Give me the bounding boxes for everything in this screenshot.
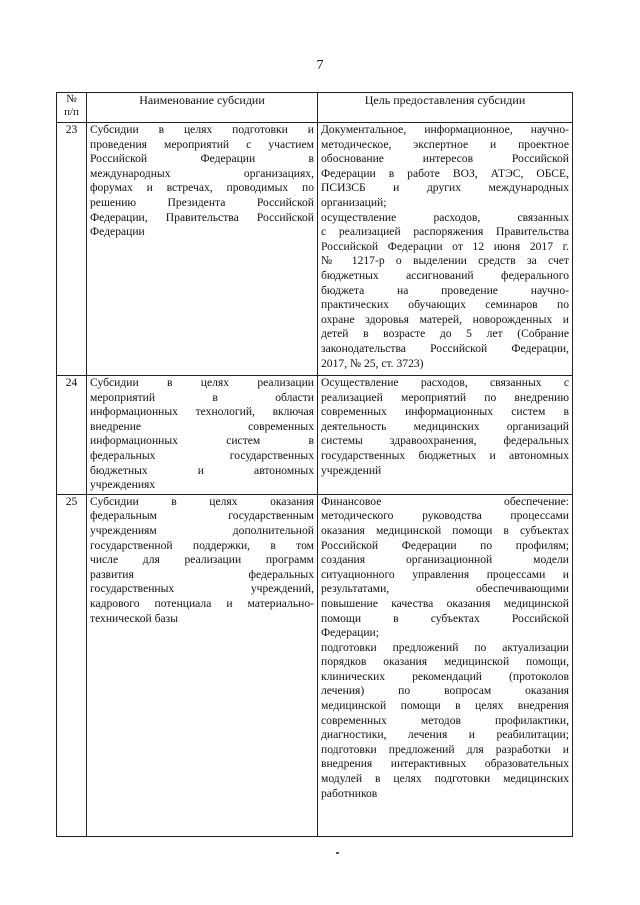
subsidy-goal-cell-line: работников bbox=[321, 786, 378, 800]
subsidy-goal-cell-line: Федерации в работе ВОЗ, АТЭС, ОБСЕ, bbox=[321, 166, 569, 180]
subsidy-name-cell-line: форумах и встречах, проводимых по bbox=[90, 181, 314, 195]
subsidy-goal-cell-line: клинических рекомендаций (протоколов bbox=[321, 669, 569, 683]
subsidy-goal-cell-line: Российской Федерации от 12 июня 2017 г. bbox=[321, 239, 569, 253]
subsidy-goal-cell-line: лечения) по вопросам оказания bbox=[321, 684, 569, 698]
header-subsidy-name: Наименование субсидии bbox=[87, 93, 318, 123]
subsidy-goal-cell-line: системы здравоохранения, федеральных bbox=[321, 434, 569, 448]
subsidy-name-cell-line: внедрение современных bbox=[90, 419, 314, 433]
subsidy-name-cell bbox=[87, 123, 318, 376]
subsidy-goal-cell-line: современных информационных систем в bbox=[321, 405, 569, 419]
header-subsidy-goal: Цель предоставления субсидии bbox=[318, 93, 573, 123]
subsidy-goal-cell bbox=[318, 123, 573, 376]
subsidy-goal-cell-line: методического руководства процессами bbox=[321, 509, 569, 523]
subsidy-goal-cell-line: деятельность медицинских организаций bbox=[321, 419, 569, 433]
subsidy-goal-cell-line: 2017, № 25, ст. 3723) bbox=[321, 356, 424, 370]
subsidy-goal-cell-line: результатами, обеспечивающими bbox=[321, 582, 569, 596]
subsidy-goal-cell-line: Федерации; bbox=[321, 626, 379, 640]
subsidy-name-cell-line: государственной поддержки, в том bbox=[90, 538, 314, 552]
row-number: 25 bbox=[57, 494, 87, 836]
subsidy-goal-cell-line: законодательства Российской Федерации, bbox=[321, 341, 569, 355]
subsidy-name-cell-line: проведения мероприятий с участием bbox=[90, 137, 314, 151]
header-number-abbrev: п/п bbox=[64, 106, 79, 118]
subsidy-goal-cell-line: обоснование интересов Российской bbox=[321, 152, 569, 166]
subsidy-goal-cell-line: порядков оказания медицинской помощи, bbox=[321, 655, 569, 669]
subsidy-name-cell-line: Федерации, Правительства Российской bbox=[90, 210, 314, 224]
scan-speck bbox=[336, 852, 339, 854]
subsidy-name-cell-line: учреждениям дополнительной bbox=[90, 523, 314, 537]
subsidy-name-cell-line: международных организациях, bbox=[90, 166, 314, 180]
subsidy-name-cell bbox=[87, 494, 318, 836]
subsidy-name-cell-line: кадрового потенциала и материально- bbox=[90, 596, 314, 610]
subsidy-name-cell-line: государственных учреждений, bbox=[90, 582, 314, 596]
subsidy-goal-cell-line: бюджета на проведение научно- bbox=[321, 283, 569, 297]
table-row bbox=[57, 494, 573, 836]
subsidy-goal-cell-line: организаций; bbox=[321, 195, 387, 209]
row-number: 24 bbox=[57, 376, 87, 495]
subsidy-goal-cell-line: подготовки предложений для разработки и bbox=[321, 742, 569, 756]
subsidy-name-cell-line: информационных технологий, включая bbox=[90, 405, 314, 419]
subsidy-goal-cell-line: диагностики, лечения и реабилитации; bbox=[321, 728, 569, 742]
subsidy-name-cell-line: Федерации bbox=[90, 225, 145, 239]
table-row bbox=[57, 376, 573, 495]
subsidy-goal-cell-line: практических обучающих семинаров по bbox=[321, 298, 569, 312]
subsidy-name-cell-line: бюджетных и автономных bbox=[90, 463, 314, 477]
subsidy-name-cell-line: технической базы bbox=[90, 611, 179, 625]
subsidy-goal-cell-line: учреждений bbox=[321, 463, 382, 477]
subsidy-goal-cell-line: бюджетных ассигнований федерального bbox=[321, 268, 569, 282]
subsidy-goal-cell-line: Финансовое обеспечение: bbox=[321, 494, 569, 508]
subsidy-name-cell-line: Субсидии в целях подготовки и bbox=[90, 123, 314, 136]
subsidy-goal-cell-line: охране здоровья матерей, новорожденных и bbox=[321, 312, 569, 326]
subsidy-name-cell-line: Российской Федерации в bbox=[90, 152, 314, 166]
table-header-row bbox=[57, 93, 573, 123]
subsidy-goal-cell-line: с реализацией распоряжения Правительства bbox=[321, 225, 569, 239]
subsidy-goal-cell-line: детей в возрасте до 5 лет (Собрание bbox=[321, 327, 569, 341]
subsidy-goal-cell-line: ПСИЗСБ и других международных bbox=[321, 181, 569, 195]
subsidy-name-cell-line: федеральных государственных bbox=[90, 448, 314, 462]
header-number bbox=[57, 93, 87, 123]
subsidy-name-cell-line: Субсидии в целях реализации bbox=[90, 376, 314, 389]
subsidy-goal-cell-line: государственных бюджетных и автономных bbox=[321, 448, 569, 462]
subsidy-goal-cell-line: модулей в целях подготовки медицинских bbox=[321, 772, 569, 786]
subsidy-goal-cell-line: Российской Федерации по профилям; bbox=[321, 538, 569, 552]
row-number: 23 bbox=[57, 123, 87, 376]
subsidy-goal-cell-line: ситуационного управления процессами и bbox=[321, 567, 569, 581]
subsidy-goal-cell-line: подготовки предложений по актуализации bbox=[321, 640, 569, 654]
subsidy-name-cell-line: информационных систем в bbox=[90, 434, 314, 448]
subsidy-goal-cell-line: помощи в субъектах Российской bbox=[321, 611, 569, 625]
subsidy-goal-cell-line: Осуществление расходов, связанных с bbox=[321, 376, 569, 389]
subsidy-goal-cell-line: современных методов профилактики, bbox=[321, 713, 569, 727]
subsidy-goal-cell-line: внедрения интерактивных образовательных bbox=[321, 757, 569, 771]
subsidy-goal-cell-line: создания организационной модели bbox=[321, 553, 569, 567]
subsidy-name-cell-line: федеральным государственным bbox=[90, 509, 314, 523]
subsidy-goal-cell-line: Документальное, информационное, научно- bbox=[321, 123, 569, 136]
subsidy-goal-cell-line: методическое, экспертное и проектное bbox=[321, 137, 569, 151]
subsidy-name-cell-line: числе для реализации программ bbox=[90, 553, 314, 567]
subsidy-name-cell-line: Субсидии в целях оказания bbox=[90, 494, 314, 508]
subsidy-name-cell-line: мероприятий в области bbox=[90, 390, 314, 404]
subsidy-goal-cell-line: № 1217-р о выделении средств за счет bbox=[321, 254, 569, 268]
subsidy-goal-cell-line: осуществление расходов, связанных bbox=[321, 210, 569, 224]
subsidies-table bbox=[56, 92, 573, 837]
subsidy-goal-cell-line: медицинской помощи в целях внедрения bbox=[321, 699, 569, 713]
subsidy-name-cell-line: учреждениях bbox=[90, 478, 156, 492]
subsidy-goal-cell-line: повышение качества оказания медицинской bbox=[321, 596, 569, 610]
subsidy-name-cell-line: развития федеральных bbox=[90, 567, 314, 581]
table-row bbox=[57, 123, 573, 376]
page-number: 7 bbox=[316, 58, 324, 73]
subsidy-goal-cell-line: оказания медицинской помощи в субъектах bbox=[321, 523, 569, 537]
subsidy-goal-cell bbox=[318, 494, 573, 836]
subsidy-name-cell-line: решению Президента Российской bbox=[90, 195, 314, 209]
header-number-symbol: № bbox=[66, 93, 77, 105]
subsidy-goal-cell-line: реализацией мероприятий по внедрению bbox=[321, 390, 569, 404]
subsidy-goal-cell bbox=[318, 376, 573, 495]
subsidy-name-cell bbox=[87, 376, 318, 495]
